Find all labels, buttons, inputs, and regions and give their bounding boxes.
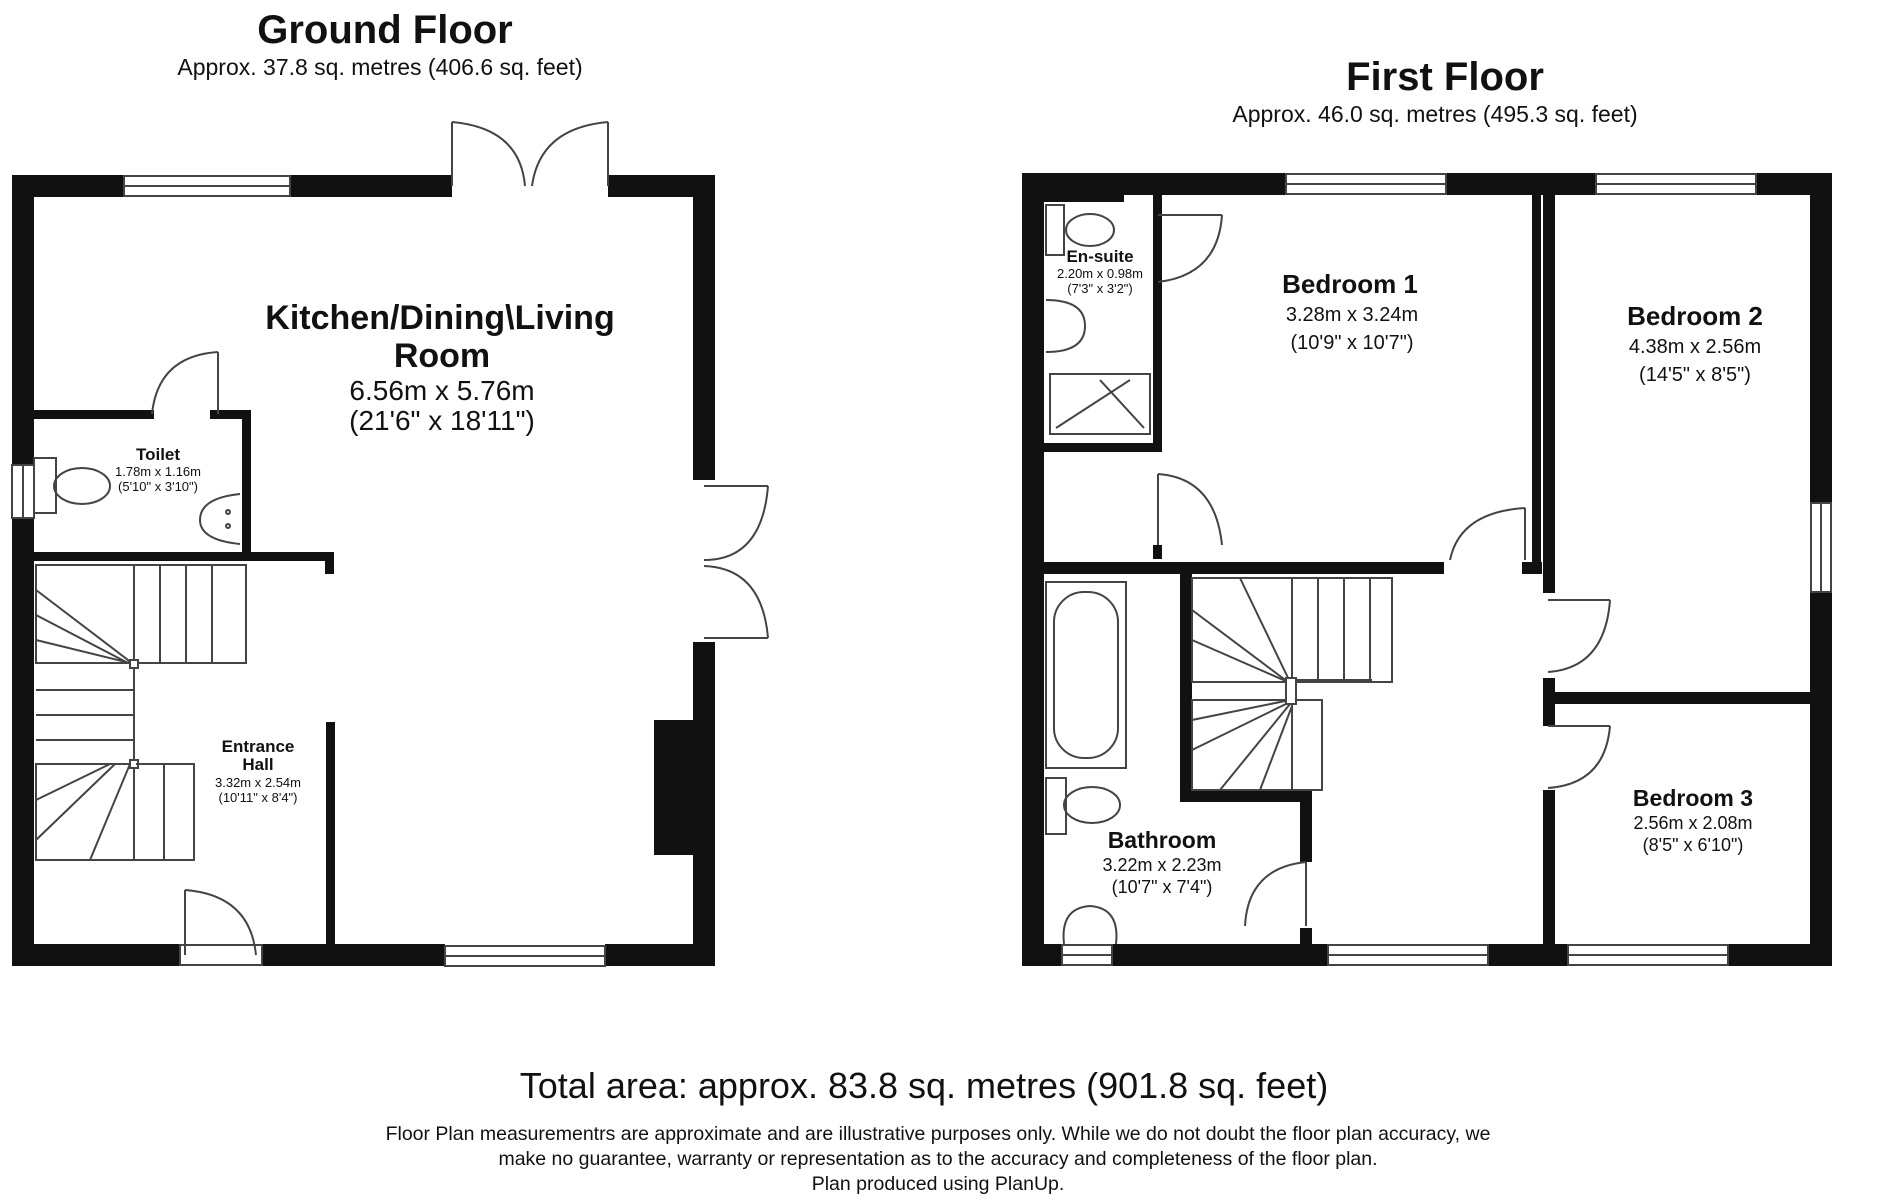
wall <box>1728 944 1832 966</box>
bedroom1-dimensions-imperial: (10'9" x 10'7") <box>1290 332 1414 354</box>
wall <box>1810 173 1832 503</box>
disclaimer-line-3: Plan produced using PlanUp. <box>811 1173 1065 1195</box>
wall <box>1112 944 1328 966</box>
wall <box>1300 790 1312 802</box>
wall <box>1543 692 1823 704</box>
bedroom3-room-name: Bedroom 3 <box>1632 785 1754 811</box>
wall <box>605 944 715 966</box>
entrance-hall-name-line2: Hall <box>242 755 274 774</box>
wall <box>290 175 452 197</box>
wall <box>693 175 715 480</box>
wall <box>326 722 335 944</box>
disclaimer-line-1: Floor Plan measurementrs are approximate and are illustrative purposes only. While we do not doubt the floor plan accuracy, we <box>385 1123 1491 1145</box>
wall <box>1810 592 1832 965</box>
first-floor-title: First Floor <box>1346 55 1544 99</box>
kitchen-room-name-line2: Room <box>393 337 491 375</box>
bathroom-room-name: Bathroom <box>1107 827 1217 853</box>
wall <box>1543 790 1555 960</box>
entrance-hall-name: Entrance <box>221 737 295 756</box>
bedroom1-dimensions-metric: 3.28m x 3.24m <box>1285 304 1419 326</box>
ground-floor-plan <box>12 175 715 966</box>
bedroom3-dimensions-metric: 2.56m x 2.08m <box>1633 813 1753 833</box>
toilet-dimensions-imperial: (5'10" x 3'10") <box>118 479 198 494</box>
bedroom3-dimensions-imperial: (8'5" x 6'10") <box>1642 835 1744 855</box>
total-area: Total area: approx. 83.8 sq. metres (901.8 sq. feet) <box>519 1065 1329 1106</box>
first-floor-area: Approx. 46.0 sq. metres (495.3 sq. feet) <box>1232 101 1638 127</box>
wall <box>1044 562 1444 574</box>
kitchen-dimensions-metric: 6.56m x 5.76m <box>349 375 535 406</box>
wall <box>1022 944 1062 966</box>
entrance-hall-dimensions-metric: 3.32m x 2.54m <box>215 775 301 790</box>
kitchen-room-name: Kitchen/Dining\Living <box>265 299 615 337</box>
toilet-room-name: Toilet <box>135 445 181 464</box>
ensuite-dimensions-metric: 2.20m x 0.98m <box>1057 266 1143 281</box>
wall <box>1044 193 1124 202</box>
disclaimer-line-2: make no guarantee, warranty or representation as to the accuracy and completeness of the floor plan. <box>498 1148 1378 1170</box>
wall <box>325 552 334 574</box>
wall <box>12 518 34 966</box>
wall <box>34 410 154 419</box>
wall <box>242 410 251 560</box>
ensuite-dimensions-imperial: (7'3" x 3'2") <box>1067 281 1133 296</box>
wall <box>1532 193 1541 574</box>
bathroom-dimensions-imperial: (10'7" x 7'4") <box>1111 877 1213 897</box>
entrance-hall-dimensions-imperial: (10'11" x 8'4") <box>218 790 298 805</box>
wall <box>1044 443 1162 452</box>
bathroom-dimensions-metric: 3.22m x 2.23m <box>1102 855 1222 875</box>
wall <box>263 944 445 966</box>
ensuite-room-name: En-suite <box>1066 247 1134 266</box>
toilet-dimensions-metric: 1.78m x 1.16m <box>115 464 201 479</box>
wall <box>1446 173 1596 195</box>
wall <box>1300 928 1312 948</box>
chimney-breast <box>654 720 694 855</box>
wall <box>1180 574 1192 798</box>
wall <box>1488 944 1568 966</box>
bedroom1-room-name: Bedroom 1 <box>1282 269 1418 299</box>
wall <box>1300 802 1312 862</box>
wall <box>1022 173 1044 965</box>
bedroom2-room-name: Bedroom 2 <box>1627 301 1763 331</box>
wall <box>693 642 715 966</box>
wall <box>1180 790 1312 802</box>
wall <box>1022 173 1286 195</box>
ground-floor-area: Approx. 37.8 sq. metres (406.6 sq. feet) <box>177 54 583 80</box>
wall <box>34 552 334 561</box>
wall <box>1153 545 1162 559</box>
bedroom2-dimensions-metric: 4.38m x 2.56m <box>1628 336 1762 358</box>
bedroom2-dimensions-imperial: (14'5" x 8'5") <box>1639 364 1751 386</box>
wall <box>1543 173 1555 593</box>
ground-floor-title: Ground Floor <box>257 8 513 52</box>
kitchen-dimensions-imperial: (21'6" x 18'11") <box>349 405 535 436</box>
wall <box>12 944 179 966</box>
wall <box>1153 193 1162 451</box>
wall <box>12 175 34 465</box>
